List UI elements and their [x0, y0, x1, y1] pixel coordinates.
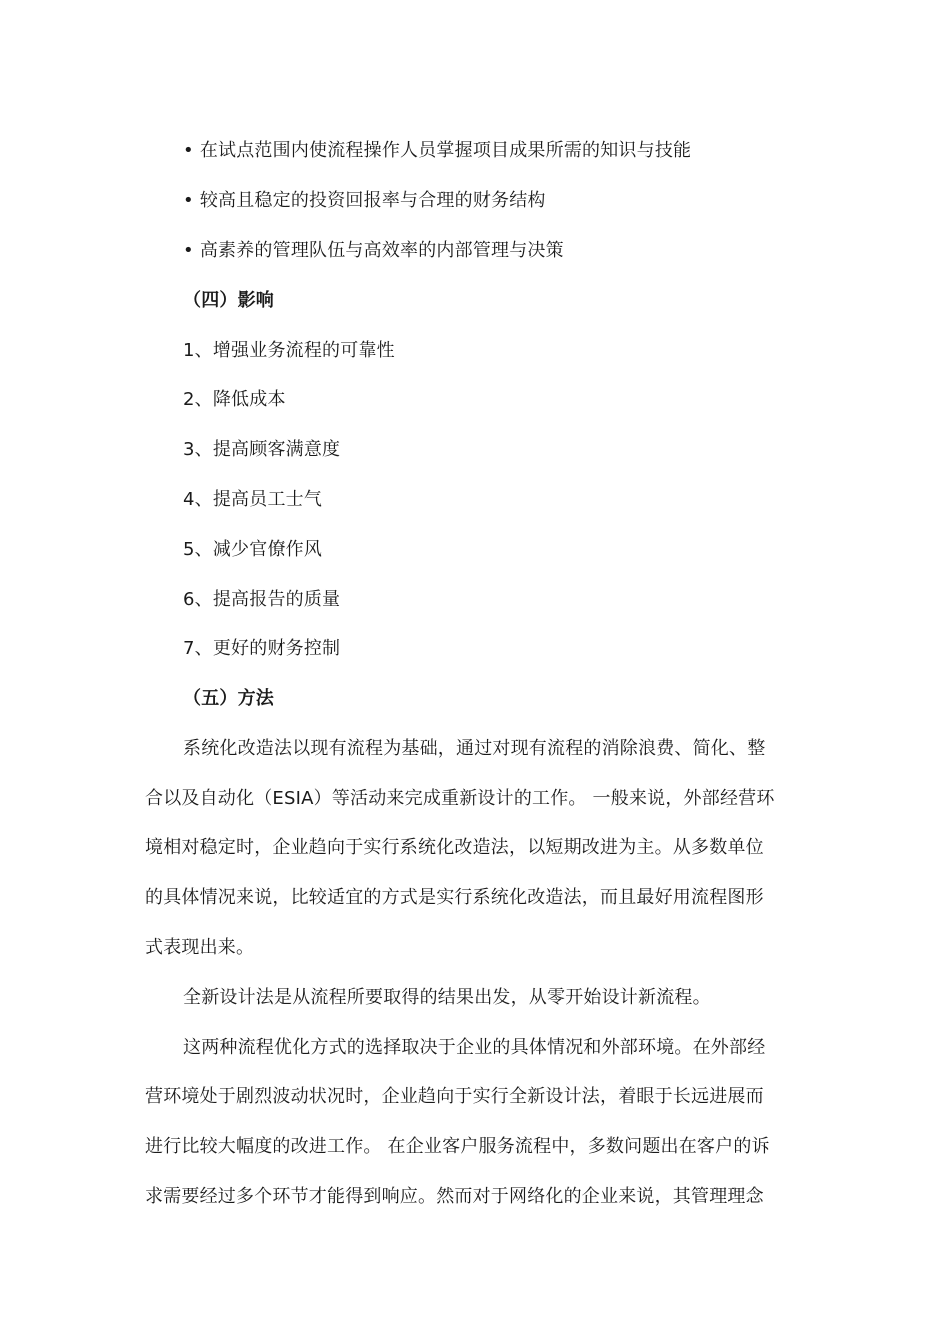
paragraph-line: 这两种流程优化方式的选择取决于企业的具体情况和外部环境。在外部经: [183, 1037, 766, 1058]
paragraph-line: 系统化改造法以现有流程为基础，通过对现有流程的消除浪费、简化、整: [183, 738, 766, 759]
bullet-icon: •: [183, 140, 194, 161]
list-item: 7、更好的财务控制: [183, 638, 341, 659]
bullet-item: • 在试点范围内使流程操作人员掌握项目成果所需的知识与技能: [183, 140, 692, 161]
paragraph-line: 全新设计法是从流程所要取得的结果出发，从零开始设计新流程。: [183, 987, 711, 1008]
list-item: 4、提高员工士气: [183, 489, 323, 510]
paragraph-line: 合以及自动化（ESIA）等活动来完成重新设计的工作。 一般来说，外部经营环: [145, 788, 775, 809]
paragraph-line: 营环境处于剧烈波动状况时，企业趋向于实行全新设计法，着眼于长远进展而: [145, 1086, 764, 1107]
list-item: 6、提高报告的质量: [183, 589, 341, 610]
list-item: 5、减少官僚作风: [183, 539, 323, 560]
bullet-item: • 较高且稳定的投资回报率与合理的财务结构: [183, 190, 546, 211]
section-heading-method: （五）方法: [183, 688, 274, 709]
paragraph-line: 的具体情况来说，比较适宜的方式是实行系统化改造法，而且最好用流程图形: [145, 887, 764, 908]
paragraph-line: 式表现出来。: [145, 937, 255, 958]
bullet-item: • 高素养的管理队伍与高效率的内部管理与决策: [183, 240, 564, 261]
section-heading-impact: （四）影响: [183, 290, 274, 311]
bullet-icon: •: [183, 190, 194, 211]
paragraph-line: 境相对稳定时，企业趋向于实行系统化改造法，以短期改进为主。从多数单位: [145, 837, 764, 858]
list-item: 2、降低成本: [183, 389, 286, 410]
paragraph-line: 进行比较大幅度的改进工作。 在企业客户服务流程中，多数问题出在客户的诉: [145, 1136, 770, 1157]
paragraph-line: 求需要经过多个环节才能得到响应。然而对于网络化的企业来说，其管理理念: [145, 1186, 764, 1207]
bullet-icon: •: [183, 240, 194, 261]
list-item: 3、提高顾客满意度: [183, 439, 341, 460]
list-item: 1、增强业务流程的可靠性: [183, 340, 395, 361]
